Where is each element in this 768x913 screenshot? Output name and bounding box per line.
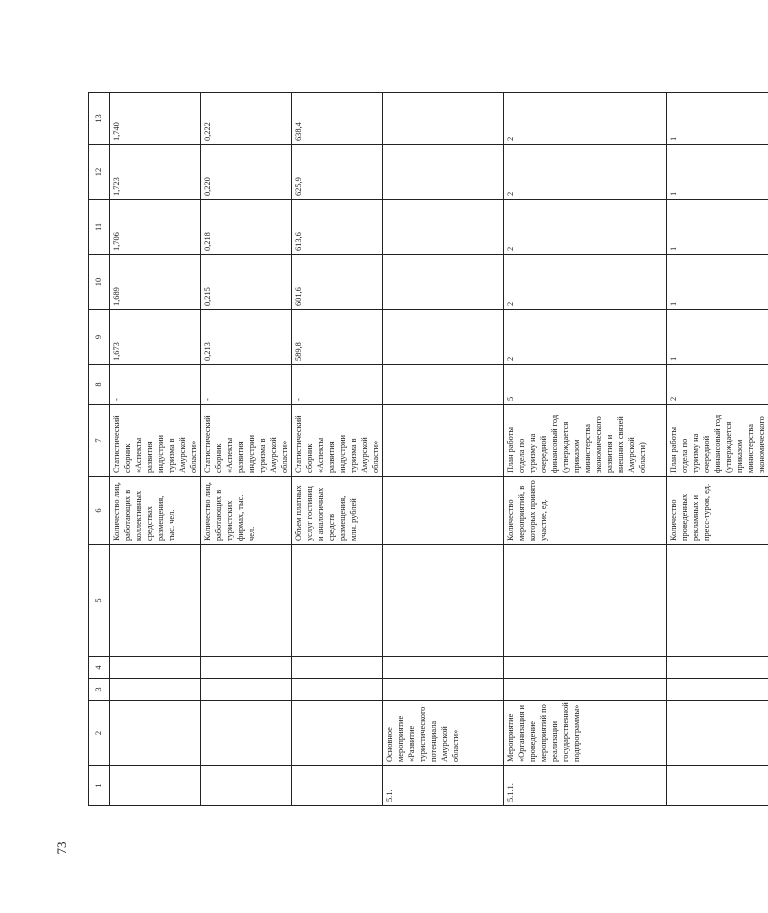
header-cell: 7 [89,405,110,477]
cell-source: План работы отдела по туризму на очередной финансовый год (утверждается приказом министерства экономического [667,405,768,477]
cell-indicator: Количество лиц, работающих в коллективных средствах размещения, тыс. чел. [110,477,201,545]
cell-col9: 589,8 [292,310,383,365]
cell-number [292,766,383,806]
cell-col3 [292,679,383,701]
cell-col13: 2 [504,93,667,145]
cell-name [201,701,292,766]
table-row [383,93,504,806]
cell-col3 [504,679,667,701]
cell-col10: 1,689 [110,255,201,310]
cell-col4 [667,657,768,679]
cell-col12: 2 [504,145,667,200]
cell-col4 [504,657,667,679]
cell-col13: 638,4 [292,93,383,145]
header-cell: 10 [89,255,110,310]
cell-number: 5.1.1. [504,766,667,806]
cell-col9: 2 [504,310,667,365]
cell-col8: 2 [667,365,768,405]
header-cell: 3 [89,679,110,701]
cell-col4 [383,657,504,679]
cell-col13: 1 [667,93,768,145]
cell-col11 [383,200,504,255]
table-row [504,93,667,806]
cell-col11: 613,6 [292,200,383,255]
cell-indicator: Количество лиц, работающих в туристских фирмах, тыс. чел. [201,477,292,545]
cell-col10: 0,215 [201,255,292,310]
header-cell: 11 [89,200,110,255]
cell-number [667,766,768,806]
cell-col11: 1,706 [110,200,201,255]
cell-col11: 0,218 [201,200,292,255]
cell-col8: - [292,365,383,405]
cell-col9: 1,673 [110,310,201,365]
header-cell: 12 [89,145,110,200]
header-cell: 1 [89,766,110,806]
cell-number [110,766,201,806]
cell-col13: 1,740 [110,93,201,145]
cell-col12: 1,723 [110,145,201,200]
cell-col5 [667,545,768,657]
cell-col10: 601,6 [292,255,383,310]
cell-name: Основное мероприятие «Развитие туристического потенциала Амурской области» [383,701,504,766]
header-cell: 9 [89,310,110,365]
header-cell: 5 [89,545,110,657]
cell-col5 [292,545,383,657]
table-row [667,93,768,806]
cell-col9: 0,213 [201,310,292,365]
cell-col3 [201,679,292,701]
table-row [110,93,201,806]
cell-col9: 1 [667,310,768,365]
cell-col12: 0,220 [201,145,292,200]
cell-col4 [292,657,383,679]
cell-name [292,701,383,766]
header-cell: 13 [89,93,110,145]
header-cell: 6 [89,477,110,545]
cell-name [667,701,768,766]
cell-number: 5.1. [383,766,504,806]
cell-col12: 625,9 [292,145,383,200]
cell-source [383,405,504,477]
cell-col5 [110,545,201,657]
cell-indicator: Количество мероприятий, в которых принято участие, ед. [504,477,667,545]
cell-source: План работы отдела по туризму на очередной финансовый год (утверждается приказом министерства экономического развития и внешних связей Амурской области) [504,405,667,477]
cell-col10: 2 [504,255,667,310]
cell-col10 [383,255,504,310]
cell-source: Статистический сборник «Аспекты развития индустрии туризма в Амурской области» [292,405,383,477]
cell-col9 [383,310,504,365]
cell-col8: 5 [504,365,667,405]
table-row [201,93,292,806]
cell-col12 [383,145,504,200]
cell-col12: 1 [667,145,768,200]
cell-number [201,766,292,806]
rotated-table-wrapper [88,93,618,806]
cell-col11: 2 [504,200,667,255]
cell-col3 [383,679,504,701]
cell-col3 [667,679,768,701]
cell-col11: 1 [667,200,768,255]
cell-name: Мероприятие «Организация и проведение мероприятий по реализации государственной подпрограммы» [504,701,667,766]
cell-col13 [383,93,504,145]
header-cell: 2 [89,701,110,766]
cell-indicator: Объем платных услуг гостиниц и аналогичных средств размещения, млн. рублей [292,477,383,545]
cell-col5 [201,545,292,657]
page-number: 73 [52,783,72,913]
cell-indicator [383,477,504,545]
cell-col8 [383,365,504,405]
cell-col5 [504,545,667,657]
cell-col4 [110,657,201,679]
cell-col5 [383,545,504,657]
cell-source: Статистический сборник «Аспекты развития индустрии туризма в Амурской области» [201,405,292,477]
cell-col4 [201,657,292,679]
cell-col13: 0,222 [201,93,292,145]
table-header-row [89,93,110,806]
header-cell: 4 [89,657,110,679]
cell-indicator: Количество проведенных рекламных и пресс-туров, ед. [667,477,768,545]
header-cell: 8 [89,365,110,405]
indicators-table [88,92,768,806]
cell-source: Статистический сборник «Аспекты развития индустрии туризма в Амурской области» [110,405,201,477]
cell-col8: - [110,365,201,405]
table-row [292,93,383,806]
cell-name [110,701,201,766]
cell-col3 [110,679,201,701]
cell-col10: 1 [667,255,768,310]
cell-col8: - [201,365,292,405]
